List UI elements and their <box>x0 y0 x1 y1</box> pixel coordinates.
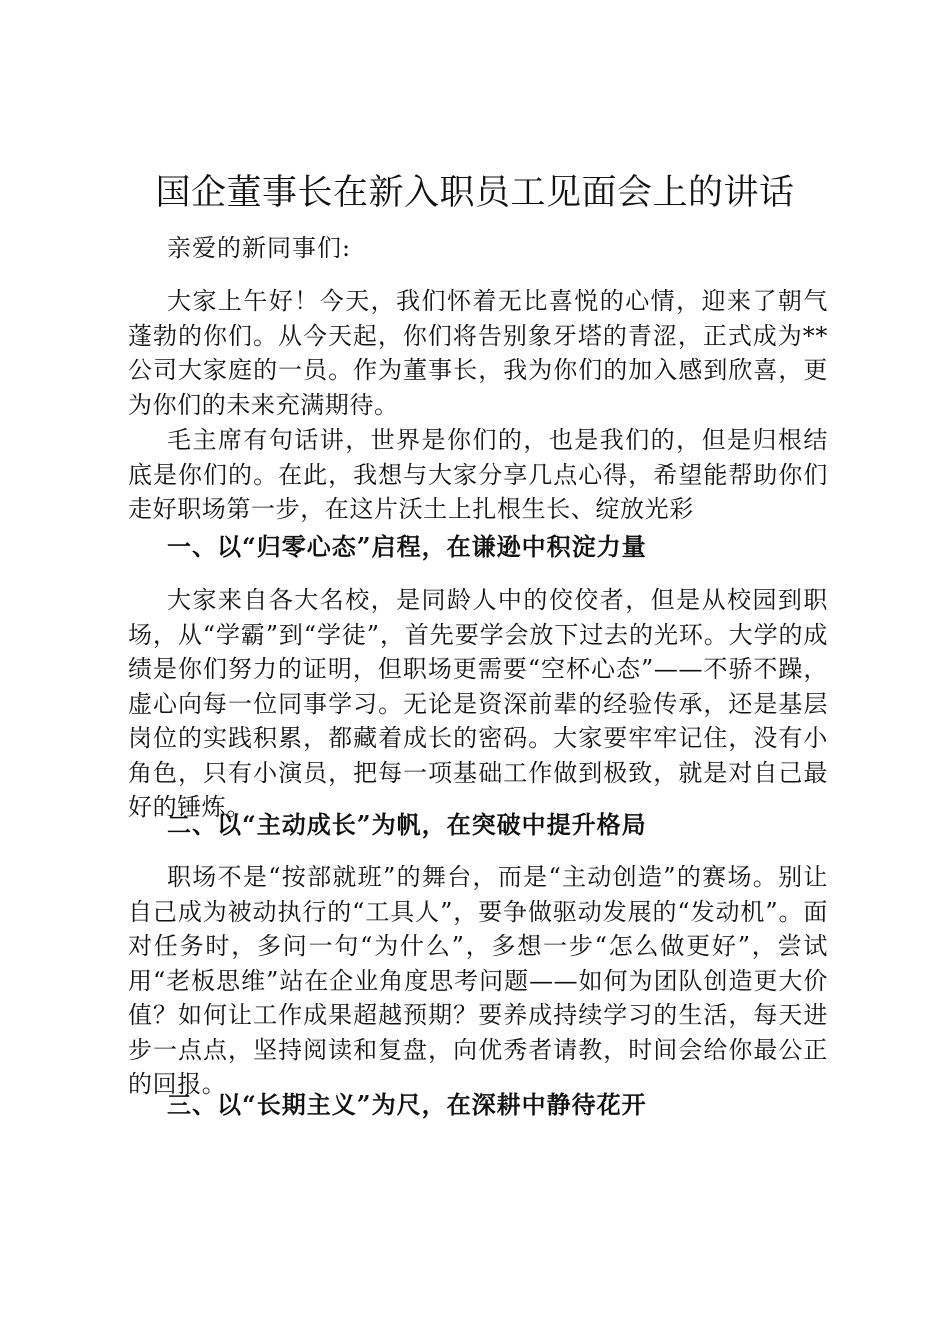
section-heading-1: 一、以“归零心态”启程，在谦逊中积淀力量 <box>167 532 647 561</box>
paragraph-section-2: 职场不是“按部就班”的舞台，而是“主动创造”的赛场。别让自己成为被动执行的“工具人”，要争做驱动发展的“发动机”。面对任务时，多问一句“为什么”，多想一步“怎么做更好”，尝试用“老板思维”站在企业角度思考问题——如何为团队创造更大价值？如何让工作成果超越预期？要养成持续学习的生活，每天进步一点点，坚持阅读和复盘，向优秀者请教，时间会给你最公正的回报。 <box>128 863 828 1098</box>
paragraph-section-1: 大家来自各大名校，是同龄人中的佼佼者，但是从校园到职场，从“学霸”到“学徒”，首先要学会放下过去的光环。大学的成绩是你们努力的证明，但职场更需要“空杯心态”——不骄不躁，虚心向每一位同事学习。无论是资深前辈的经验传承，还是基层岗位的实践积累，都藏着成长的密码。大家要牢牢记住，没有小角色，只有小演员，把每一项基础工作做到极致，就是对自己最好的锤炼。 <box>128 586 828 821</box>
section-heading-2: 二、以“主动成长”为帆，在突破中提升格局 <box>167 810 647 839</box>
document-title: 国企董事长在新入职员工见面会上的讲话 <box>155 173 795 213</box>
salutation: 亲爱的新同事们: <box>167 234 352 262</box>
paragraph-intro: 毛主席有句话讲，世界是你们的，也是我们的，但是归根结底是你们的。在此，我想与大家分享几点心得，希望能帮助你们走好职场第一步，在这片沃土上扎根生长、绽放光彩 <box>128 426 828 523</box>
section-heading-3: 三、以“长期主义”为尺，在深耕中静待花开 <box>167 1090 647 1119</box>
paragraph-greeting: 大家上午好！今天，我们怀着无比喜悦的心情，迎来了朝气蓬勃的你们。从今天起，你们将告别象牙塔的青涩，正式成为**公司大家庭的一员。作为董事长，我为你们的加入感到欣喜，更为你们的未来充满期待。 <box>128 287 828 419</box>
